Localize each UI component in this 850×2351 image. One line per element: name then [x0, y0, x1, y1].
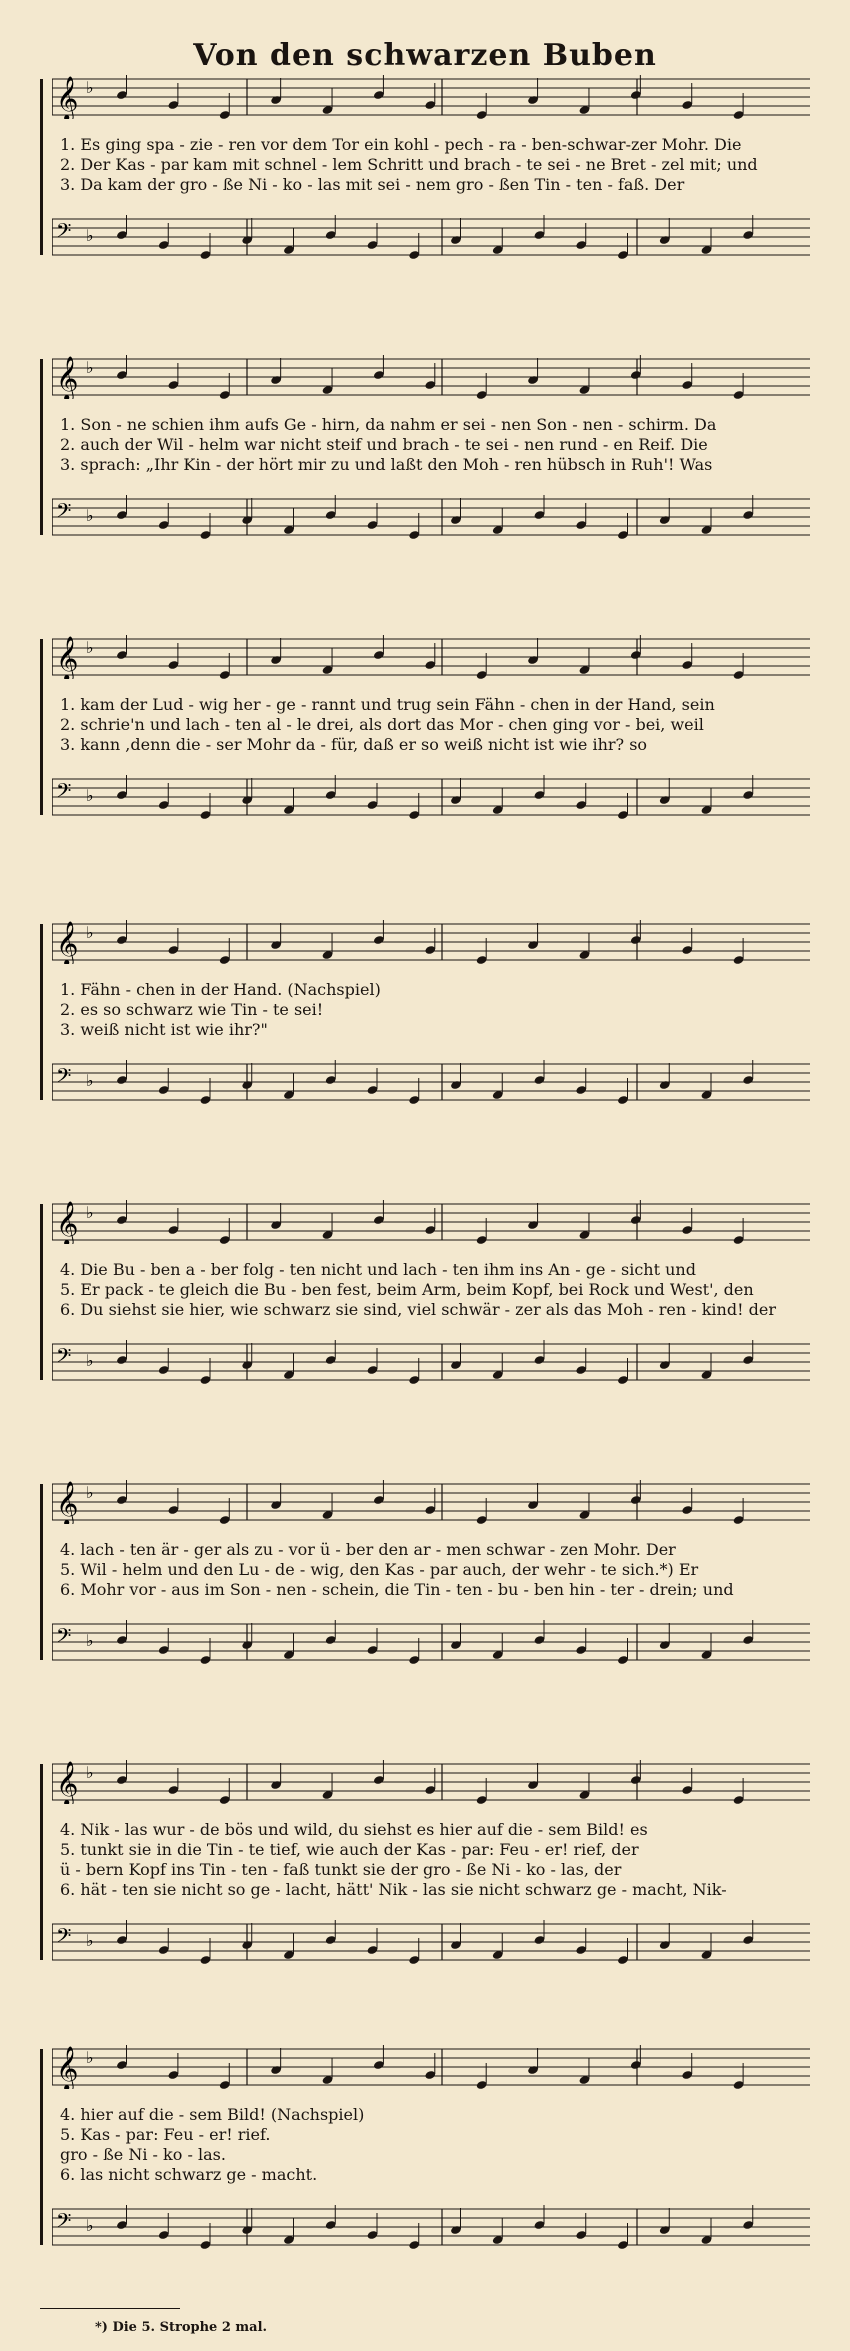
lyric-line: 4. Nik - las wur - de bös und wild, du siehst es hier auf die - sem Bild! es — [60, 1820, 648, 1839]
lyric-line: 6. las nicht schwarz ge - macht. — [60, 2165, 318, 2184]
lyrics-block — [60, 135, 830, 195]
treble-staff — [52, 75, 810, 119]
svg-text:♭: ♭ — [86, 1483, 94, 1502]
lyric-line: 1. Es ging spa - zie - ren vor dem Tor ein kohl - pech - ra - ben-schwar-zer Mohr. Die — [60, 135, 742, 154]
svg-text:♭: ♭ — [86, 1203, 94, 1222]
lyrics-block — [60, 1540, 830, 1600]
treble-staff — [52, 1480, 810, 1524]
svg-text:𝄢: 𝄢 — [56, 779, 72, 807]
music-system — [40, 2045, 810, 2295]
music-system — [40, 635, 810, 885]
lyric-line: 3. kann ,denn die - ser Mohr da - für, daß er so weiß nicht ist wie ihr? so — [60, 735, 648, 754]
svg-text:♭: ♭ — [86, 1763, 94, 1782]
music-system — [40, 1760, 810, 2010]
svg-text:♭: ♭ — [86, 358, 94, 377]
music-system — [40, 75, 810, 325]
lyric-line: 1. kam der Lud - wig her - ge - rannt und trug sein Fähn - chen in der Hand, sein — [60, 695, 715, 714]
svg-text:𝄞: 𝄞 — [56, 2046, 79, 2089]
svg-text:𝄞: 𝄞 — [56, 356, 79, 399]
music-system — [40, 1480, 810, 1730]
bass-staff — [52, 1620, 810, 1664]
svg-text:♭: ♭ — [86, 923, 94, 942]
svg-text:♭: ♭ — [86, 1931, 94, 1950]
lyric-line: 6. Du siehst sie hier, wie schwarz sie sind, viel schwär - zer als das Moh - ren - kind! der — [60, 1300, 776, 1319]
bass-staff — [52, 2205, 810, 2249]
svg-text:♭: ♭ — [86, 1631, 94, 1650]
music-system — [40, 355, 810, 605]
svg-text:♭: ♭ — [86, 78, 94, 97]
page-title: Von den schwarzen Buben — [193, 38, 657, 73]
lyric-line: 1. Fähn - chen in der Hand. (Nachspiel) — [60, 980, 381, 999]
system-brace — [40, 1204, 51, 1380]
bass-staff — [52, 1920, 810, 1964]
bass-staff — [52, 1060, 810, 1104]
lyric-line: 2. Der Kas - par kam mit schnel - lem Schritt und brach - te sei - ne Bret - zel mit; und — [60, 155, 758, 174]
svg-text:♭: ♭ — [86, 786, 94, 805]
svg-text:𝄞: 𝄞 — [56, 1761, 79, 1804]
system-brace — [40, 639, 51, 815]
lyrics-block — [60, 1820, 830, 1900]
lyrics-block — [60, 415, 830, 475]
svg-text:♭: ♭ — [86, 2216, 94, 2235]
bass-staff — [52, 775, 810, 819]
lyrics-block — [60, 695, 830, 755]
system-brace — [40, 1764, 51, 1960]
lyric-line: 4. Die Bu - ben a - ber folg - ten nicht und lach - ten ihm ins An - ge - sicht und — [60, 1260, 696, 1279]
lyrics-block — [60, 2105, 830, 2185]
svg-text:♭: ♭ — [86, 226, 94, 245]
music-system — [40, 1200, 810, 1450]
lyrics-block — [60, 980, 830, 1040]
svg-text:𝄞: 𝄞 — [56, 1201, 79, 1244]
svg-text:♭: ♭ — [86, 2048, 94, 2067]
svg-text:♭: ♭ — [86, 638, 94, 657]
svg-text:𝄢: 𝄢 — [56, 1344, 72, 1372]
system-brace — [40, 79, 51, 255]
svg-text:𝄢: 𝄢 — [56, 2209, 72, 2237]
treble-staff — [52, 635, 810, 679]
lyric-line: 5. Er pack - te gleich die Bu - ben fest, beim Arm, beim Kopf, bei Rock und West', den — [60, 1280, 754, 1299]
svg-text:♭: ♭ — [86, 1071, 94, 1090]
svg-text:𝄞: 𝄞 — [56, 921, 79, 964]
system-brace — [40, 1484, 51, 1660]
svg-text:𝄞: 𝄞 — [56, 76, 79, 119]
treble-staff — [52, 355, 810, 399]
bass-staff — [52, 1340, 810, 1384]
svg-text:𝄢: 𝄢 — [56, 499, 72, 527]
lyric-line: 3. Da kam der gro - ße Ni - ko - las mit sei - nem gro - ßen Tin - ten - faß. Der — [60, 175, 685, 194]
lyric-line: 2. auch der Wil - helm war nicht steif und brach - te sei - nen rund - en Reif. Die — [60, 435, 708, 454]
lyric-line: gro - ße Ni - ko - las. — [60, 2145, 226, 2164]
footnote-rule — [40, 2308, 180, 2309]
lyric-line: ü - bern Kopf ins Tin - ten - faß tunkt sie der gro - ße Ni - ko - las, der — [60, 1860, 622, 1879]
lyric-line: 3. weiß nicht ist wie ihr?" — [60, 1020, 268, 1039]
svg-text:𝄞: 𝄞 — [56, 636, 79, 679]
lyrics-block — [60, 1260, 830, 1320]
lyric-line: 4. hier auf die - sem Bild! (Nachspiel) — [60, 2105, 365, 2124]
bass-staff — [52, 215, 810, 259]
svg-text:♭: ♭ — [86, 1351, 94, 1370]
lyric-line: 3. sprach: „Ihr Kin - der hört mir zu und laßt den Moh - ren hübsch in Ruh'! Was — [60, 455, 713, 474]
system-brace — [40, 924, 51, 1100]
system-brace — [40, 2049, 51, 2245]
lyric-line: 6. hät - ten sie nicht so ge - lacht, hätt' Nik - las sie nicht schwarz ge - macht, Nik- — [60, 1880, 727, 1899]
svg-text:𝄞: 𝄞 — [56, 1481, 79, 1524]
treble-staff — [52, 1760, 810, 1804]
lyric-line: 1. Son - ne schien ihm aufs Ge - hirn, da nahm er sei - nen Son - nen - schirm. Da — [60, 415, 717, 434]
lyric-line: 6. Mohr vor - aus im Son - nen - schein, die Tin - ten - bu - ben hin - ter - drein; und — [60, 1580, 734, 1599]
treble-staff — [52, 2045, 810, 2089]
svg-text:♭: ♭ — [86, 506, 94, 525]
treble-staff — [52, 1200, 810, 1244]
lyric-line: 4. lach - ten är - ger als zu - vor ü - ber den ar - men schwar - zen Mohr. Der — [60, 1540, 676, 1559]
footnote: *) Die 5. Strophe 2 mal. — [95, 2320, 268, 2335]
lyric-line: 5. Wil - helm und den Lu - de - wig, den Kas - par auch, der wehr - te sich.*) Er — [60, 1560, 699, 1579]
bass-staff — [52, 495, 810, 539]
lyric-line: 5. tunkt sie in die Tin - te tief, wie auch der Kas - par: Feu - er! rief, der — [60, 1840, 639, 1859]
music-system — [40, 920, 810, 1170]
lyric-line: 2. es so schwarz wie Tin - te sei! — [60, 1000, 324, 1019]
lyric-line: 2. schrie'n und lach - ten al - le drei, als dort das Mor - chen ging vor - bei, weil — [60, 715, 704, 734]
svg-text:𝄢: 𝄢 — [56, 1924, 72, 1952]
lyric-line: 5. Kas - par: Feu - er! rief. — [60, 2125, 271, 2144]
treble-staff — [52, 920, 810, 964]
svg-text:𝄢: 𝄢 — [56, 1064, 72, 1092]
system-brace — [40, 359, 51, 535]
svg-text:𝄢: 𝄢 — [56, 1624, 72, 1652]
svg-text:𝄢: 𝄢 — [56, 219, 72, 247]
